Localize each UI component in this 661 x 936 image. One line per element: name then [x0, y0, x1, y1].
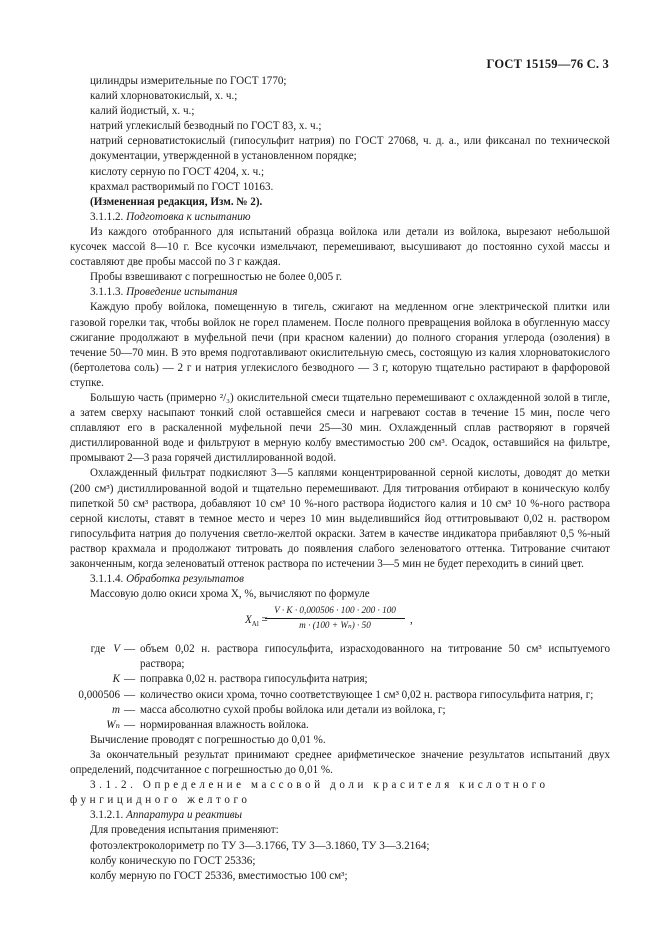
text-run: Большую часть (примерно — [90, 391, 220, 404]
paragraph: Каждую пробу войлока, помещенную в тигель, сжигают на медленном огне электрической плитки или газовой горелки так, чтобы войлок не горел пламенем. После полного превращения войлока в обугленную массу сжигание продолжают в муфельной печи (при красном калении) до полного сгорания углерода (озоления) в течение 50—70 мин. В это время подготавливают окислительную смесь, состоящую из калия хлорноватокислого (бертолетова соль) — 2 г и натрия углекислого безводного — 3 г, которую тщательно растирают в фарфоровой ступке. — [70, 301, 610, 389]
definition-row — [70, 642, 610, 672]
formula-comma: , — [410, 614, 413, 627]
subsection-heading — [90, 808, 610, 823]
section-number: 3.1.1.2. — [90, 210, 124, 223]
definition-dash: — — [124, 718, 136, 731]
section-number: 3.1.1.3. — [90, 286, 124, 299]
definition-row — [70, 703, 610, 718]
list-item: колбу мерную по ГОСТ 25336, вместимостью 100 см³; — [90, 869, 348, 882]
formula-intro: Массовую долю окиси хрома X, %, вычисляют по формуле — [90, 588, 370, 601]
list-item: крахмал растворимый по ГОСТ 10163. — [90, 180, 274, 193]
section-number: 3.1.2.1. — [90, 809, 124, 822]
section-heading — [90, 572, 610, 587]
page-header: ГОСТ 15159—76 С. 3 — [486, 57, 609, 71]
formula — [90, 604, 610, 638]
section-title: Аппаратура и реактивы — [126, 809, 243, 822]
definition-dash: — — [124, 688, 136, 701]
list-item: натрий углекислый безводный по ГОСТ 83, х. ч.; — [90, 120, 322, 133]
paragraph: Из каждого отобранного для испытаний образца войлока или детали из войлока, вырезают небольшой кусочек массой 8—10 г. Все кусочки измельчают, перемешивают, высушивают до постоянно сухой массы и составляют две пробы массой по 3 г каждая. — [70, 225, 610, 269]
paragraph: Пробы взвешивают с погрешностью не более 0,005 г. — [90, 271, 342, 284]
section-title: Подготовка к испытанию — [126, 210, 251, 223]
section-heading: 3.1.2. Определение массовой доли красителя кислотного фунгицидного желтого — [70, 779, 549, 807]
where-word: где — [90, 643, 106, 656]
list-item: цилиндры измерительные по ГОСТ 1770; — [90, 75, 287, 87]
definition-term: m — [111, 703, 120, 716]
definition-dash: — — [124, 703, 136, 716]
formula-numerator: V · K · 0,000506 · 100 · 200 · 100 — [265, 604, 405, 619]
definition-row — [70, 718, 610, 733]
formula-lhs: $X_{Al}$ = — [245, 614, 268, 629]
paragraph: Вычисление проводят с погрешностью до 0,01 %. — [90, 733, 326, 746]
paragraph — [70, 391, 610, 466]
definition-text: нормированная влажность войлока. — [140, 718, 309, 731]
paragraph: Охлажденный фильтрат подкисляют 3—5 каплями концентрированной серной кислоты, доводят до метки (200 см³) дистиллированной водой и тщательно перемешивают. Для титрования отбирают в коническую колбу пипеткой 50 см³ раствора, добавляют 10 см³ 10 %-ного раствора йодистого калия и 10 см³ 10 %-ного раствора серной кислоты, ставят в темное место и через 10 мин выделившийся йод оттитровывают 0,02 н. раствором гипосульфита натрия до получения светло-желтой окраски. Затем в качестве индикатора прибавляют 0,5 %-ный раствор крахмала и продолжают титровать до появления слабого зеленоватого оттенка. Титрование считают законченным, когда зеленоватый оттенок раствора по истечении 3—5 мин не будет переходить в синий цвет. — [70, 467, 610, 570]
section-heading — [90, 285, 610, 300]
paragraph: За окончательный результат принимают среднее арифметическое значение результатов испытаний двух определений, подсчитанное с погрешностью до 0,01 %. — [70, 748, 610, 777]
definition-term-symbol: V — [113, 643, 120, 656]
list-item: кислоту серную по ГОСТ 4204, х. ч.; — [90, 165, 265, 178]
list-item: колбу коническую по ГОСТ 25336; — [90, 854, 256, 867]
list-item: натрий серноватистокислый (гипосульфит натрия) по ГОСТ 27068, ч. д. а., или фиксанал по технической документации, утвержденной в установленном порядке; — [90, 135, 610, 163]
definition-text: количество окиси хрома, точно соответствующее 1 см³ 0,02 н. раствора гипосульфита натрия, г; — [140, 688, 594, 701]
text-run: ) окислительной смеси тщательно перемешивают с охлажденной золой в тигле, а затем сверху насыпают тонкий слой оставшейся смеси и нагревают состав в течение 15 мин, после чего сплавляют его в раскаленной муфельной печи 25—30 мин. Охлажденный сплав растворяют в горячей дистиллированной воде и фильтруют в мерную колбу вместимостью 200 см³. Осадок, оставшийся на фильтре, промывают 2—3 раза горячей дистиллированной водой. — [70, 391, 610, 465]
page-content — [70, 74, 610, 884]
section-title: Обработка результатов — [126, 573, 244, 586]
paragraph: Для проведения испытания применяют: — [90, 824, 279, 837]
edition-note: (Измененная редакция, Изм. № 2). — [90, 195, 263, 208]
list-item: фотоэлектроколориметр по ТУ 3—3.1766, ТУ 3—3.1860, ТУ 3—3.2164; — [90, 839, 430, 852]
fraction: ²/₃ — [219, 391, 231, 404]
formula-fraction — [265, 604, 405, 632]
definition-text: масса абсолютно сухой пробы войлока или детали из войлока, г; — [140, 703, 446, 716]
definition-dash: — — [124, 643, 136, 656]
definition-term — [70, 642, 124, 672]
formula-denominator: m · (100 + Wₙ) · 50 — [299, 620, 371, 631]
definition-term: 0,000506 — [78, 688, 120, 701]
definition-text: объем 0,02 н. раствора гипосульфита, израсходованного на титрование 50 см³ испытуемого раствора; — [140, 643, 610, 671]
section-title: Проведение испытания — [126, 286, 238, 299]
variable-definitions — [70, 642, 610, 733]
list-item: калий хлорноватокислый, х. ч.; — [90, 90, 238, 103]
definition-term: Wₙ — [106, 718, 120, 731]
section-number: 3.1.1.4. — [90, 573, 124, 586]
definition-dash: — — [124, 673, 136, 686]
list-item: калий йодистый, х. ч.; — [90, 105, 195, 118]
definition-row — [70, 672, 610, 687]
definition-row — [70, 688, 610, 703]
definition-text: поправка 0,02 н. раствора гипосульфита натрия; — [140, 673, 368, 686]
section-heading — [90, 210, 610, 225]
definition-term: K — [112, 673, 120, 686]
